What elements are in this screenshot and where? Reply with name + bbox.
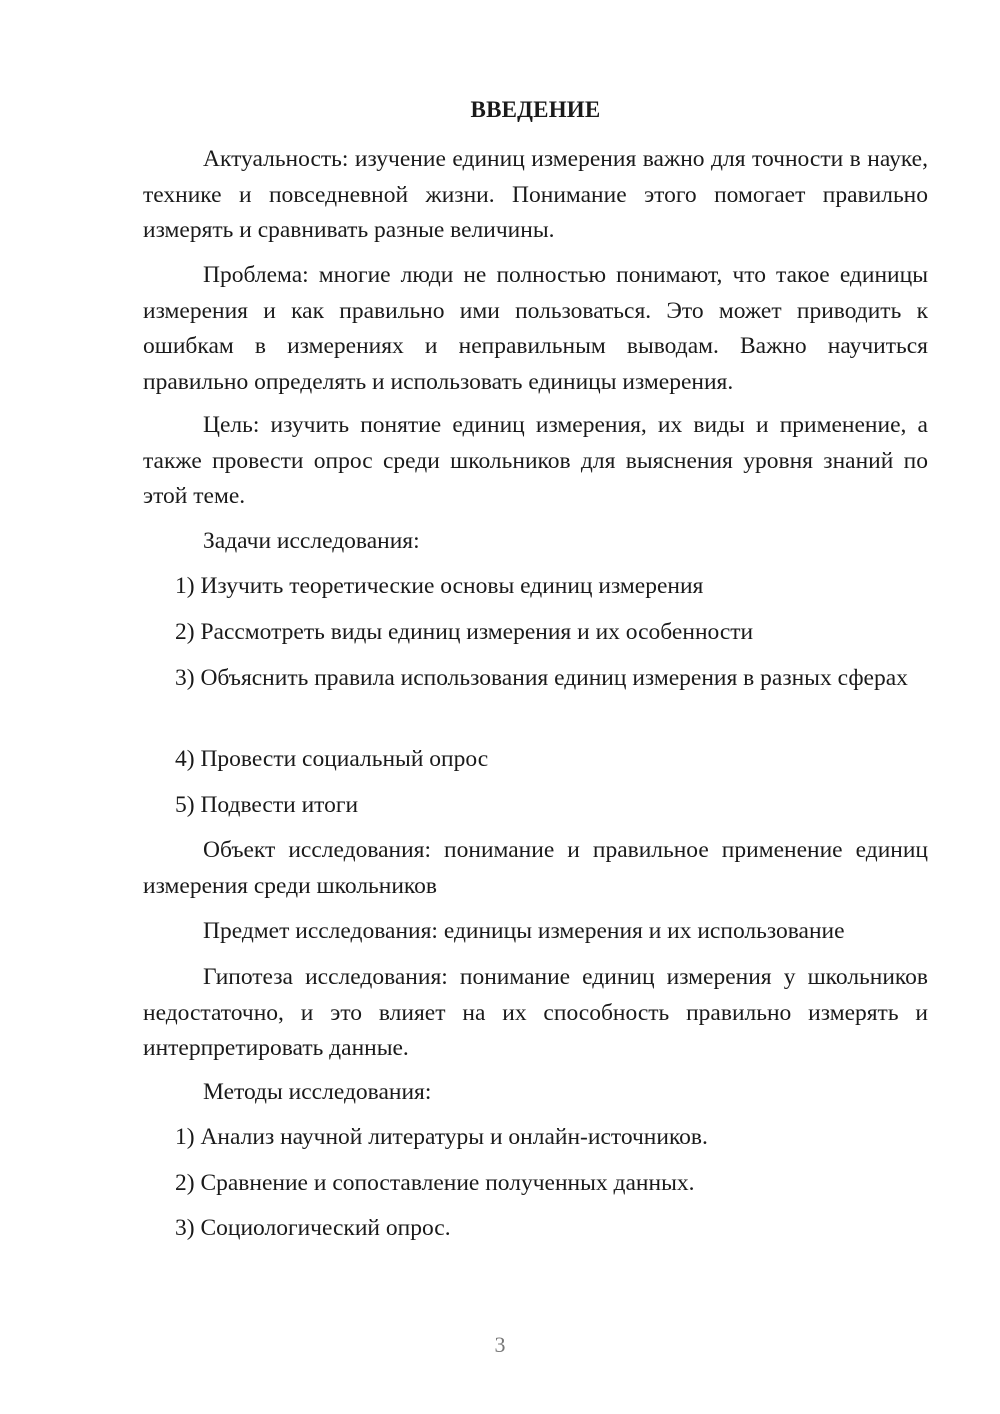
method-item: 3) Социологический опрос. [175, 1215, 451, 1241]
page-number: 3 [494, 1332, 506, 1357]
task-item: 4) Провести социальный опрос [175, 746, 489, 772]
goal-paragraph: Цель: изучить понятие единиц измерения, их виды и применение, а также провести опрос среди школьников для выяснения уровня знаний по этой теме. [143, 412, 928, 509]
task-item: 1) Изучить теоретические основы единиц измерения [175, 573, 704, 599]
task-item: 3) Объяснить правила использования единиц измерения в разных сферах [175, 665, 908, 691]
object-paragraph: Объект исследования: понимание и правильное применение единиц измерения среди школьников [143, 837, 928, 899]
methods-title: Методы исследования: [203, 1079, 432, 1105]
task-item: 2) Рассмотреть виды единиц измерения и их особенности [175, 619, 754, 645]
tasks-title: Задачи исследования: [203, 528, 420, 554]
relevance-paragraph: Актуальность: изучение единиц измерения важно для точности в науке, технике и повседневной жизни. Понимание этого помогает правильно измерять и сравнивать разные величины. [143, 146, 928, 243]
hypothesis-paragraph: Гипотеза исследования: понимание единиц измерения у школьников недостаточно, и это влияет на их способность правильно измерять и интерпретировать данные. [143, 964, 928, 1061]
task-item: 5) Подвести итоги [175, 792, 359, 818]
section-heading: ВВЕДЕНИЕ [470, 97, 601, 122]
subject-paragraph: Предмет исследования: единицы измерения и их использование [203, 918, 845, 944]
method-item: 1) Анализ научной литературы и онлайн-источников. [175, 1124, 708, 1150]
method-item: 2) Сравнение и сопоставление полученных данных. [175, 1170, 695, 1196]
problem-paragraph: Проблема: многие люди не полностью понимают, что такое единицы измерения и как правильно ими пользоваться. Это может приводить к ошибкам в измерениях и неправильным выводам. Важно научиться правильно определять и использовать единицы измерения. [143, 262, 928, 395]
